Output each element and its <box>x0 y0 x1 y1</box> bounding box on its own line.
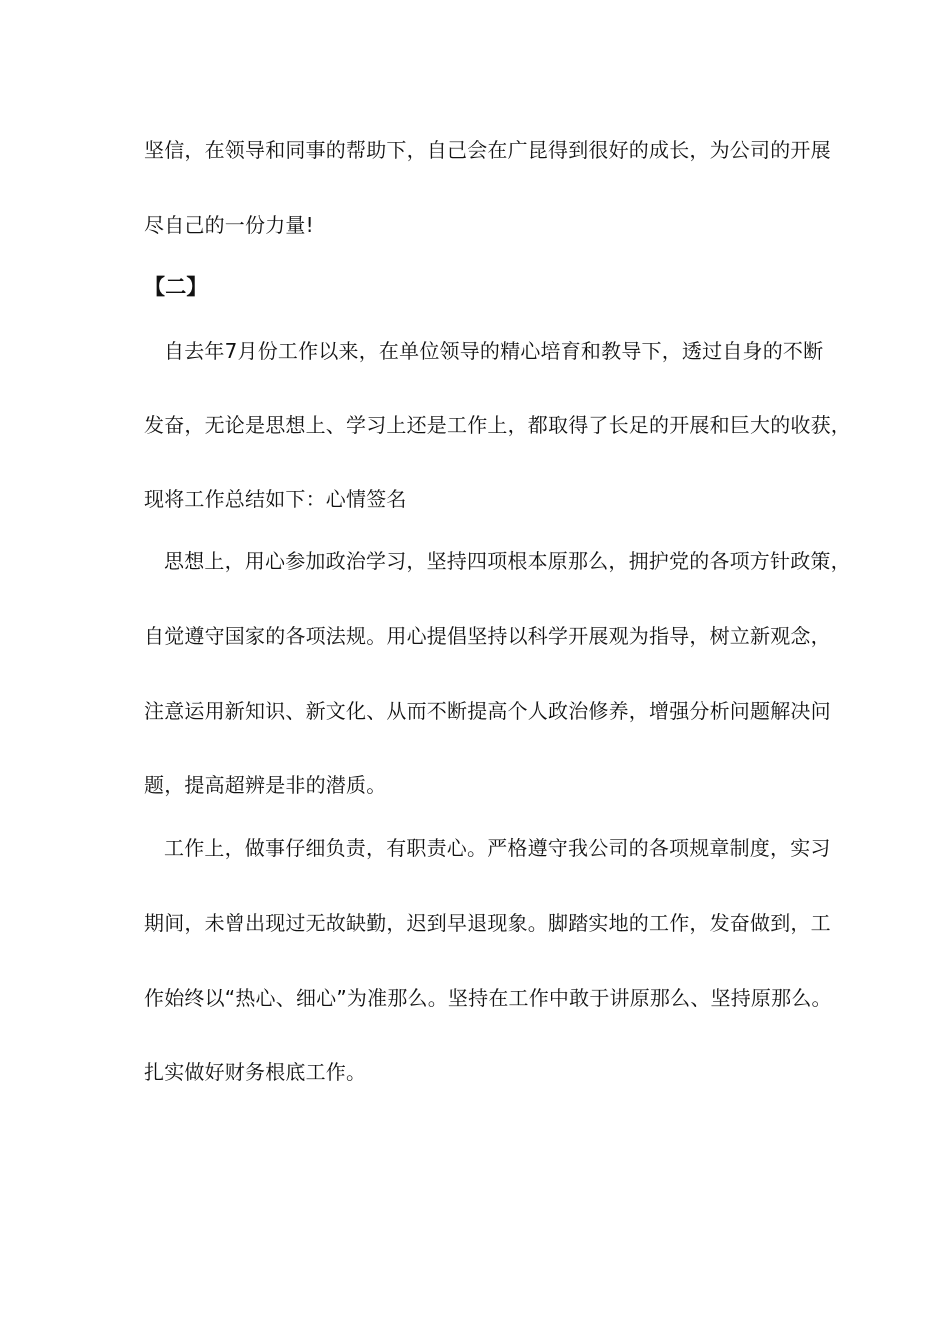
text-line: 作始终以“热心、细心”为准那么。坚持在工作中敢于讲原那么、坚持原那么。 <box>144 986 832 1010</box>
paragraph-first-line: 自去年7月份工作以来，在单位领导的精心培育和教导下，透过自身的不断 <box>164 339 824 363</box>
paragraph-first-line: 工作上，做事仔细负责，有职责心。严格遵守我公司的各项规章制度，实习 <box>164 836 831 860</box>
text-line: 坚信，在领导和同事的帮助下，自己会在广昆得到很好的成长，为公司的开展 <box>144 138 831 162</box>
text-line: 题，提高超辨是非的潜质。 <box>144 773 387 797</box>
text-line: 期间，未曾出现过无故缺勤，迟到早退现象。脚踏实地的工作，发奋做到，工 <box>144 911 831 935</box>
text-line: 扎实做好财务根底工作。 <box>144 1060 367 1084</box>
text-line: 尽自己的一份力量! <box>144 213 314 237</box>
paragraph-first-line: 思想上，用心参加政治学习，坚持四项根本原那么，拥护党的各项方针政策， <box>164 549 851 573</box>
text-line: 发奋，无论是思想上、学习上还是工作上，都取得了长足的开展和巨大的收获， <box>144 413 851 437</box>
text-line: 自觉遵守国家的各项法规。用心提倡坚持以科学开展观为指导，树立新观念， <box>144 624 831 648</box>
text-line: 现将工作总结如下：心情签名 <box>144 487 407 511</box>
section-heading: 【二】 <box>144 275 208 299</box>
text-line: 注意运用新知识、新文化、从而不断提高个人政治修养，增强分析问题解决问 <box>144 699 831 723</box>
